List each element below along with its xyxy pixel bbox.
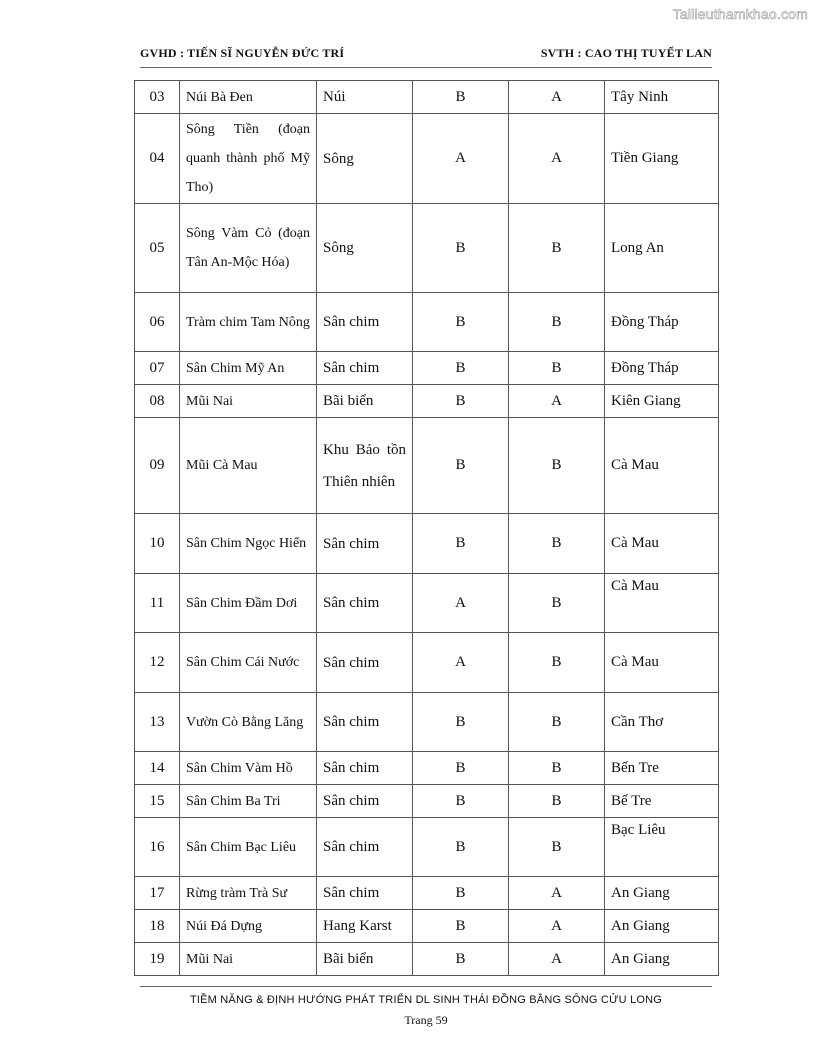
site-type: Sông [317,114,413,204]
table-row [135,818,719,877]
site-type: Sân chim [317,752,413,785]
table-row [135,385,719,418]
rating-a: B [413,818,509,877]
province: Cà Mau [605,574,719,633]
watermark: Tailieuthamkhao.com [672,6,808,22]
rating-b: B [509,514,605,574]
rating-a: B [413,752,509,785]
table-row [135,910,719,943]
header-divider [140,67,712,68]
site-name: Vườn Cò Bằng Lăng [180,693,317,752]
site-name: Mũi Nai [180,943,317,976]
province: Đồng Tháp [605,293,719,352]
page-number: Trang 59 [404,1013,448,1027]
province: Cà Mau [605,633,719,693]
site-type: Bãi biển [317,943,413,976]
row-number: 19 [135,943,180,976]
province: Bạc Liêu [605,818,719,877]
site-type: Núi [317,81,413,114]
table-row [135,114,719,204]
province: Tây Ninh [605,81,719,114]
rating-b: B [509,352,605,385]
site-name: Sân Chim Vàm Hồ [180,752,317,785]
site-name: Sông Tiền (đoạn quanh thành phố Mỹ Tho) [180,114,317,204]
row-number: 09 [135,418,180,514]
rating-b: A [509,910,605,943]
site-name: Rừng tràm Trà Sư [180,877,317,910]
site-type: Sân chim [317,785,413,818]
table-row [135,877,719,910]
province: Cà Mau [605,514,719,574]
page-header [140,46,712,61]
row-number: 10 [135,514,180,574]
site-type: Sân chim [317,574,413,633]
site-type: Sân chim [317,293,413,352]
site-name: Sân Chim Đầm Dơi [180,574,317,633]
site-name: Núi Bà Đen [180,81,317,114]
rating-b: A [509,114,605,204]
rating-b: B [509,693,605,752]
header-advisor: GVHD : TIẾN SĨ NGUYỄN ĐỨC TRÍ [140,46,345,60]
rating-a: B [413,418,509,514]
province: Long An [605,204,719,293]
site-type: Hang Karst [317,910,413,943]
site-name: Sân Chim Cái Nước [180,633,317,693]
table-row [135,752,719,785]
site-name: Sân Chim Mỹ An [180,352,317,385]
table-row [135,204,719,293]
row-number: 06 [135,293,180,352]
rating-b: A [509,943,605,976]
province: Cần Thơ [605,693,719,752]
rating-a: A [413,574,509,633]
site-name: Sân Chim Ngọc Hiển [180,514,317,574]
row-number: 16 [135,818,180,877]
rating-a: B [413,785,509,818]
row-number: 15 [135,785,180,818]
footer-divider [140,986,712,987]
rating-a: B [413,910,509,943]
site-type: Sân chim [317,693,413,752]
province: An Giang [605,943,719,976]
rating-b: B [509,293,605,352]
table-row [135,693,719,752]
province: An Giang [605,877,719,910]
rating-b: A [509,385,605,418]
header-student: SVTH : CAO THỊ TUYẾT LAN [540,46,712,60]
sites-table [134,80,719,976]
province: Kiên Giang [605,385,719,418]
rating-a: B [413,514,509,574]
site-type: Sân chim [317,877,413,910]
site-name: Mũi Nai [180,385,317,418]
site-type: Sân chim [317,352,413,385]
province: Tiền Giang [605,114,719,204]
table-row [135,633,719,693]
table-row [135,293,719,352]
row-number: 07 [135,352,180,385]
rating-a: B [413,352,509,385]
site-type: Sông [317,204,413,293]
row-number: 12 [135,633,180,693]
province: Cà Mau [605,418,719,514]
rating-b: A [509,877,605,910]
province: Đồng Tháp [605,352,719,385]
site-name: Mũi Cà Mau [180,418,317,514]
row-number: 04 [135,114,180,204]
rating-a: A [413,114,509,204]
table-row [135,785,719,818]
province: An Giang [605,910,719,943]
table-row [135,352,719,385]
rating-a: B [413,385,509,418]
site-type: Khu Bảo tồn Thiên nhiên [317,418,413,514]
site-type: Bãi biển [317,385,413,418]
rating-b: B [509,633,605,693]
rating-a: B [413,81,509,114]
rating-b: B [509,818,605,877]
site-type: Sân chim [317,818,413,877]
rating-b: B [509,785,605,818]
rating-b: B [509,752,605,785]
table-row [135,514,719,574]
table-row [135,574,719,633]
row-number: 17 [135,877,180,910]
site-name: Sông Vàm Cỏ (đoạn Tân An-Mộc Hóa) [180,204,317,293]
row-number: 05 [135,204,180,293]
province: Bến Tre [605,752,719,785]
row-number: 11 [135,574,180,633]
site-type: Sân chim [317,633,413,693]
province: Bế Tre [605,785,719,818]
row-number: 08 [135,385,180,418]
site-type: Sân chim [317,514,413,574]
table-row [135,943,719,976]
rating-a: B [413,293,509,352]
site-name: Núi Đá Dựng [180,910,317,943]
row-number: 14 [135,752,180,785]
rating-b: B [509,574,605,633]
rating-b: B [509,204,605,293]
row-number: 13 [135,693,180,752]
rating-a: A [413,633,509,693]
rating-a: B [413,943,509,976]
row-number: 18 [135,910,180,943]
row-number: 03 [135,81,180,114]
table-row [135,81,719,114]
rating-a: B [413,693,509,752]
footer-title: TIỀM NĂNG & ĐỊNH HƯỚNG PHÁT TRIỂN DL SINH THÁI ĐỒNG BẰNG SÔNG CỬU LONG [189,994,663,1006]
table-row [135,418,719,514]
site-name: Sân Chim Ba Tri [180,785,317,818]
site-name: Sân Chim Bạc Liêu [180,818,317,877]
rating-a: B [413,204,509,293]
rating-a: B [413,877,509,910]
rating-b: B [509,418,605,514]
site-name: Tràm chim Tam Nông [180,293,317,352]
rating-b: A [509,81,605,114]
